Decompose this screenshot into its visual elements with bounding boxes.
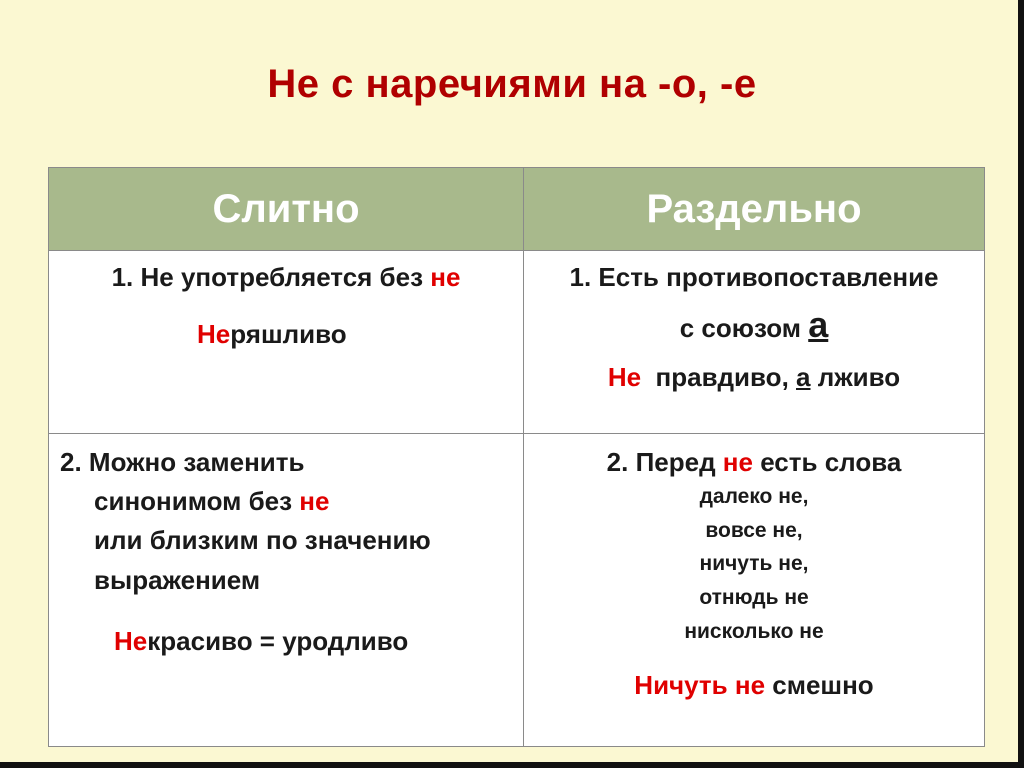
- rule-line-text: синонимом без: [94, 486, 300, 517]
- rule-text: 1. Есть противопоставление: [569, 262, 939, 292]
- conj-a: а: [808, 304, 829, 346]
- ne-highlight: не: [299, 486, 330, 517]
- list-item: далеко не,: [699, 485, 809, 509]
- header-separately: Раздельно: [524, 168, 985, 251]
- ne-highlight: Ничуть не: [634, 670, 766, 701]
- cell-separately-rule2: [524, 434, 985, 747]
- example-middle: правдиво,: [641, 362, 797, 393]
- rule-text: [525, 447, 983, 478]
- header-together: Слитно: [49, 168, 524, 251]
- rule-text-end: есть слова: [752, 447, 902, 477]
- rules-table: [48, 167, 985, 747]
- table-row: [49, 434, 985, 747]
- example-rest: лживо: [810, 362, 901, 393]
- cell-together-rule2: [49, 434, 524, 747]
- rule-text-main: 1. Не употребляется без: [111, 262, 431, 292]
- list-item: вовсе не,: [705, 518, 803, 542]
- example: [525, 362, 983, 393]
- example-rest: ряшливо: [230, 319, 347, 350]
- example: [50, 626, 522, 657]
- list-item: ничуть не,: [699, 552, 809, 576]
- list-item: отнюдь не: [699, 585, 809, 609]
- example: [525, 670, 983, 701]
- rule-text: [50, 262, 522, 293]
- ne-highlight: Не: [114, 625, 148, 656]
- rule-text-line2: [525, 303, 983, 346]
- example: [50, 319, 522, 350]
- rule-line: или близким по значению: [94, 525, 431, 556]
- header-row: [49, 168, 985, 251]
- ne-highlight: не: [430, 262, 461, 292]
- page-title: Не с наречиями на -о, -е: [267, 62, 757, 106]
- ne-highlight: Не: [197, 319, 231, 350]
- list-item: нисколько не: [684, 619, 824, 643]
- table-row: [49, 251, 985, 434]
- rule-line: выражением: [94, 564, 261, 595]
- ne-highlight: Не: [607, 362, 642, 393]
- words-list: [525, 480, 983, 648]
- rule-line: 2. Можно заменить: [60, 447, 305, 477]
- conj-a: а: [796, 362, 811, 393]
- example-rest: смешно: [765, 670, 874, 701]
- rule-text-main: 2. Перед: [606, 447, 723, 477]
- example-rest: красиво = уродливо: [147, 625, 409, 656]
- rule-text-conj: с союзом: [679, 313, 809, 344]
- rule-line: [60, 486, 522, 517]
- rule-text: [50, 447, 522, 596]
- ne-highlight: не: [722, 447, 753, 477]
- cell-together-rule1: [49, 251, 524, 434]
- cell-separately-rule1: [524, 251, 985, 434]
